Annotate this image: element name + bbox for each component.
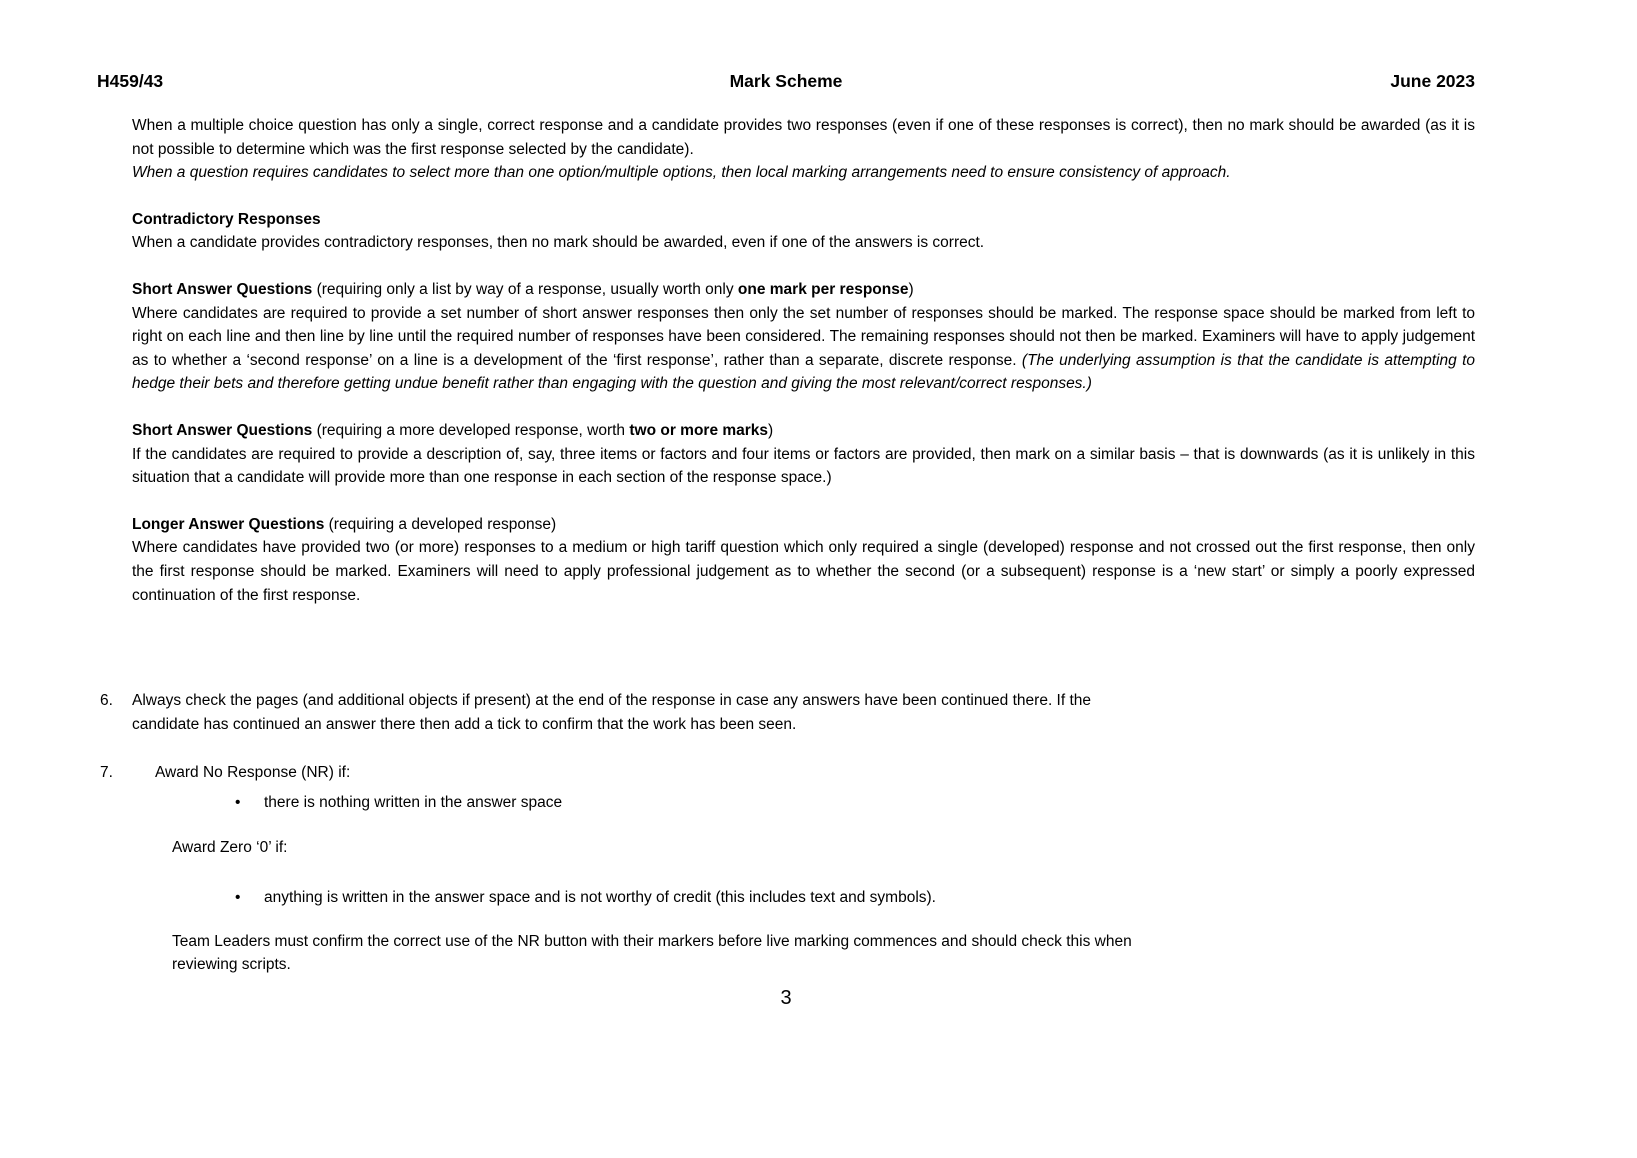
bullet-icon: • [235,793,241,811]
page-header [97,70,1475,94]
paragraph-multiple-choice: When a multiple choice question has only a single, correct response and a candidate provides two responses (even if one of these responses is correct), then no mark should be awarded (as it is not possible to determine which was the first response selected by the candidate). [132,117,1475,158]
item-6-text: Always check the pages (and additional objects if present) at the end of the response in case any answers have been continued there. If the candidate has continued an answer there then add a tick to confirm that the work has been seen. [132,692,1092,733]
paragraph-short-answer-questions-list: Where candidates are required to provide a set number of short answer responses then only the set number of responses should be marked. The response space should be marked from left to right on each line and then line by line until the required number of responses have been considered. The remaining responses should not then be marked. Examiners will have to apply judgement as to whether a ‘second response’ on a line is a development of the ‘first response’, rather than a separate, discrete response. (The underlying assumption is that the candidate is attempting to hedge their bets and therefore getting undue benefit rather than engaging with the question and giving the most relevant/correct responses.) [132,304,1475,393]
numbered-item-6 [97,689,1475,736]
paragraph-contradictory-responses: When a candidate provides contradictory responses, then no mark should be awarded, even if one of the answers is correct. [132,234,985,252]
heading-contradictory-responses: Contradictory Responses [132,210,321,228]
heading-short-answer-questions-developed: Short Answer Questions (requiring a more developed response, worth two or more marks) [132,421,774,439]
item-7-number: 7. [100,764,113,782]
heading-short-answer-questions-list: Short Answer Questions (requiring only a list by way of a response, usually worth only one mark per response) [132,280,914,298]
bullet-anything-written-text: anything is written in the answer space and is not worthy of credit (this includes text and symbols). [264,889,936,907]
bullet-nothing-written [235,791,1475,815]
paragraph-team-leaders: Team Leaders must confirm the correct use of the NR button with their markers before live marking commences and should check this when reviewing scripts. [172,932,1132,974]
item-7-text: Award No Response (NR) if: [155,764,351,782]
paragraph-multiple-options-note: When a question requires candidates to select more than one option/multiple options, then local marking arrangements need to ensure consistency of approach. [132,164,1231,182]
header-date: June 2023 [1390,71,1475,91]
item-6-number: 6. [100,692,113,710]
header-paper-code: H459/43 [97,71,164,91]
paragraph-short-answer-questions-developed: If the candidates are required to provide a description of, say, three items or factors and four items or factors are provided, then mark on a similar basis – that is downwards (as it is unlikely in this situation that a candidate will provide more than one response in each section of the response space.) [132,445,1475,487]
bullet-nothing-written-text: there is nothing written in the answer space [264,793,563,811]
page-number: 3 [780,986,792,1009]
heading-longer-answer-questions: Longer Answer Questions (requiring a developed response) [132,515,557,533]
bullet-icon: • [235,889,241,907]
bullet-anything-written [235,886,1475,910]
paragraph-award-zero: Award Zero ‘0’ if: [172,839,288,857]
numbered-item-7 [97,761,1475,785]
header-title: Mark Scheme [729,71,843,91]
paragraph-longer-answer-questions: Where candidates have provided two (or more) responses to a medium or high tariff question which only required a single (developed) response and not crossed out the first response, then only the first response should be marked. Examiners will need to apply professional judgement as to whether the second (or a subsequent) response is a ‘new start’ or simply a poorly expressed continuation of the first response. [132,539,1475,604]
